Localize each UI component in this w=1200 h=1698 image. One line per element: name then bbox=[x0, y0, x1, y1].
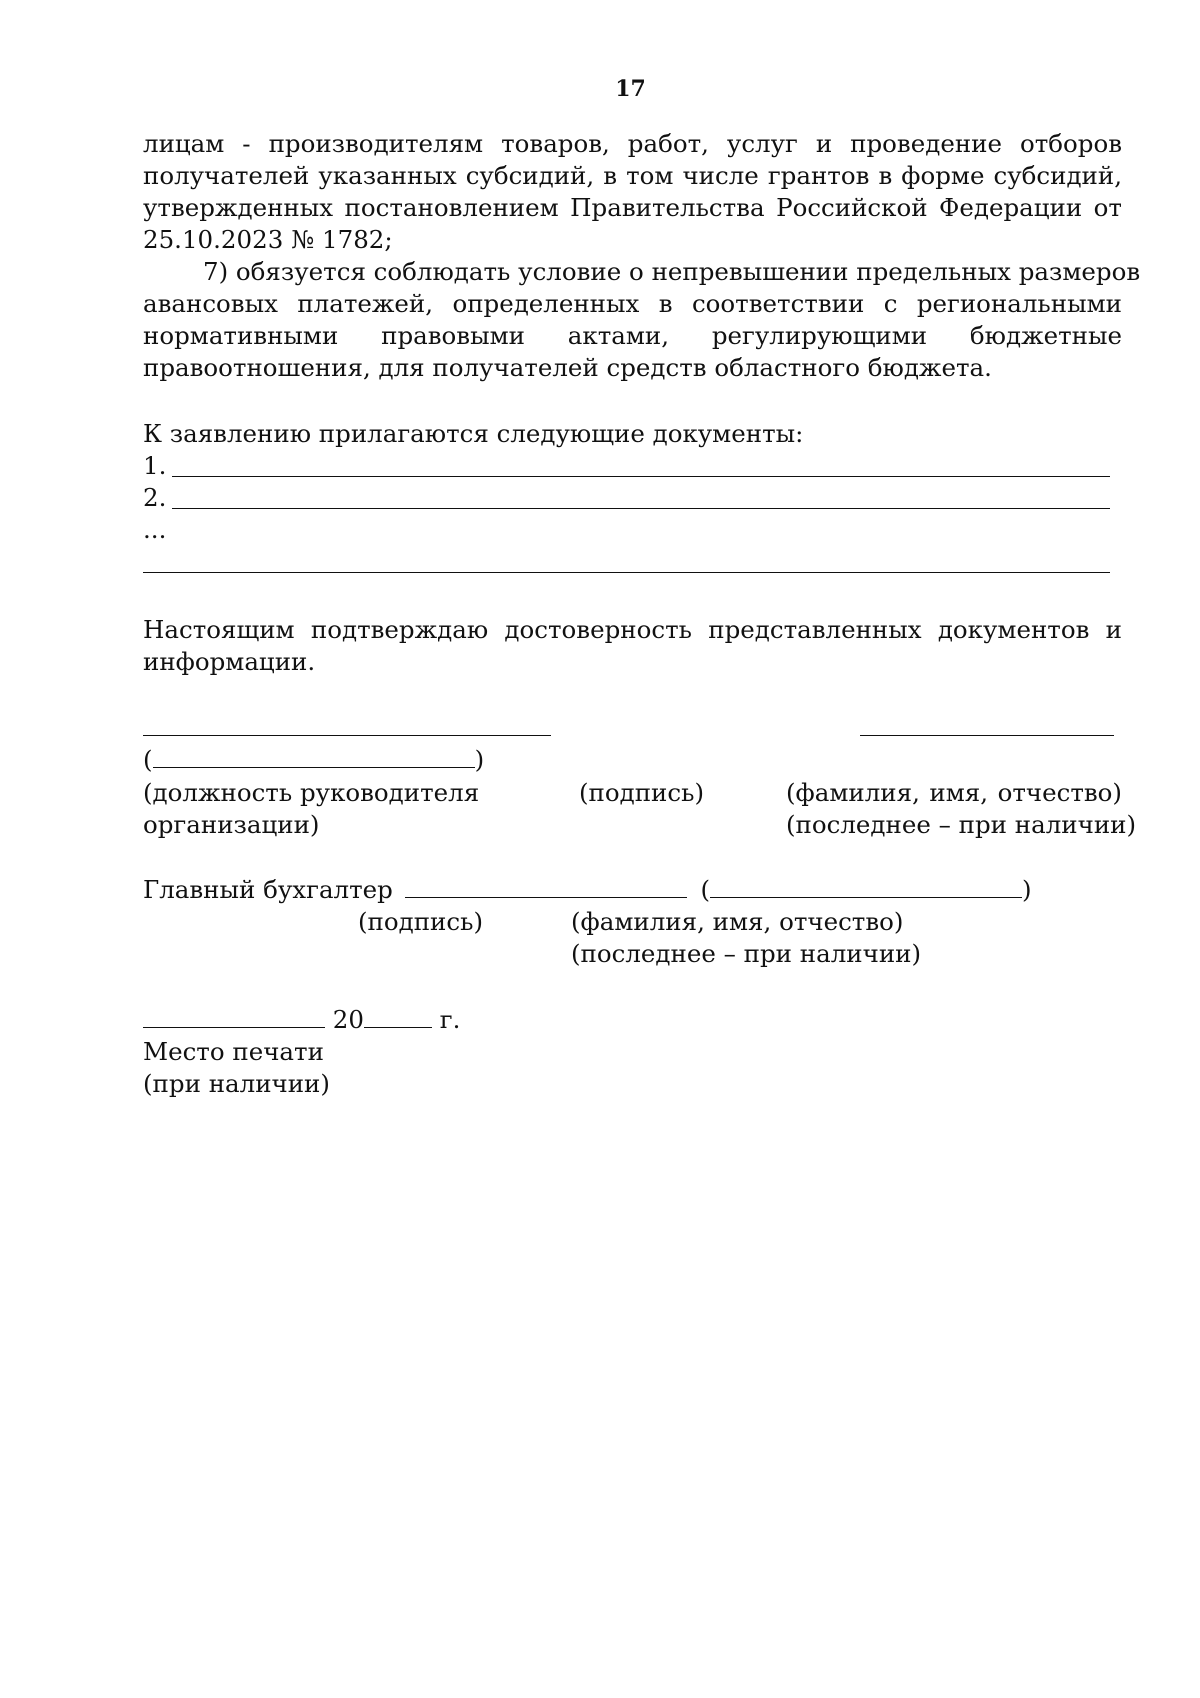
attachment-extra-line[interactable] bbox=[143, 572, 1110, 573]
paragraph-line: лицам - производителям товаров, работ, услуг и проведение отборов bbox=[143, 129, 1122, 158]
position-caption: (должность руководителя bbox=[143, 778, 480, 807]
attachment-item-1-number: 1. bbox=[143, 451, 167, 480]
attachment-ellipsis: ... bbox=[143, 515, 167, 544]
page-number: 17 bbox=[615, 76, 646, 102]
seal-label: (при наличии) bbox=[143, 1069, 330, 1098]
signature-line[interactable] bbox=[860, 735, 1114, 736]
paren-open: ( bbox=[700, 875, 711, 904]
date-row bbox=[143, 1004, 460, 1036]
attachments-heading: К заявлению прилагаются следующие документы: bbox=[143, 419, 804, 448]
attachment-item-2-number: 2. bbox=[143, 483, 167, 512]
item7-line: правоотношения, для получателей средств областного бюджета. bbox=[143, 353, 992, 382]
chief-name-caption: (последнее – при наличии) bbox=[571, 939, 922, 968]
confirmation-line: информации. bbox=[143, 647, 316, 676]
name-blank[interactable] bbox=[153, 766, 475, 768]
position-caption: организации) bbox=[143, 810, 320, 839]
paragraph-line: 25.10.2023 № 1782; bbox=[143, 225, 393, 254]
date-year-suffix: г. bbox=[439, 1005, 461, 1034]
paren-close: ) bbox=[474, 745, 485, 774]
paragraph-line: получателей указанных субсидий, в том числе грантов в форме субсидий, bbox=[143, 161, 1122, 190]
chief-accountant-row bbox=[143, 874, 1032, 906]
paren-close: ) bbox=[1022, 875, 1032, 904]
item7-line: авансовых платежей, определенных в соответствии с региональными bbox=[143, 289, 1122, 318]
attachment-item-1-line[interactable] bbox=[172, 476, 1110, 477]
signature-caption: (подпись) bbox=[579, 778, 705, 807]
name-caption: (последнее – при наличии) bbox=[786, 810, 1137, 839]
confirmation-line: Настоящим подтверждаю достоверность представленных документов и bbox=[143, 615, 1122, 644]
item7-line: 7) обязуется соблюдать условие о непревышении предельных размеров bbox=[203, 257, 1141, 286]
position-line[interactable] bbox=[143, 735, 551, 736]
attachment-item-1 bbox=[143, 450, 166, 482]
date-year-blank[interactable] bbox=[364, 1026, 432, 1028]
paragraph-line: утвержденных постановлением Правительства Российской Федерации от bbox=[143, 193, 1122, 222]
date-day-month-blank[interactable] bbox=[143, 1026, 325, 1028]
chief-accountant-label: Главный бухгалтер bbox=[143, 875, 393, 904]
seal-label: Место печати bbox=[143, 1037, 324, 1066]
attachment-item-2 bbox=[143, 482, 166, 514]
name-caption: (фамилия, имя, отчество) bbox=[786, 778, 1122, 807]
chief-accountant-name-blank[interactable] bbox=[710, 896, 1022, 898]
paren-open: ( bbox=[143, 745, 153, 774]
name-parentheses bbox=[143, 744, 484, 776]
chief-name-caption: (фамилия, имя, отчество) bbox=[571, 907, 904, 936]
attachment-item-2-line[interactable] bbox=[172, 508, 1110, 509]
date-year-prefix: 20 bbox=[332, 1005, 364, 1034]
item7-line: нормативными правовыми актами, регулирующими бюджетные bbox=[143, 321, 1122, 350]
chief-signature-caption: (подпись) bbox=[358, 907, 484, 936]
chief-accountant-signature-blank[interactable] bbox=[405, 896, 687, 898]
